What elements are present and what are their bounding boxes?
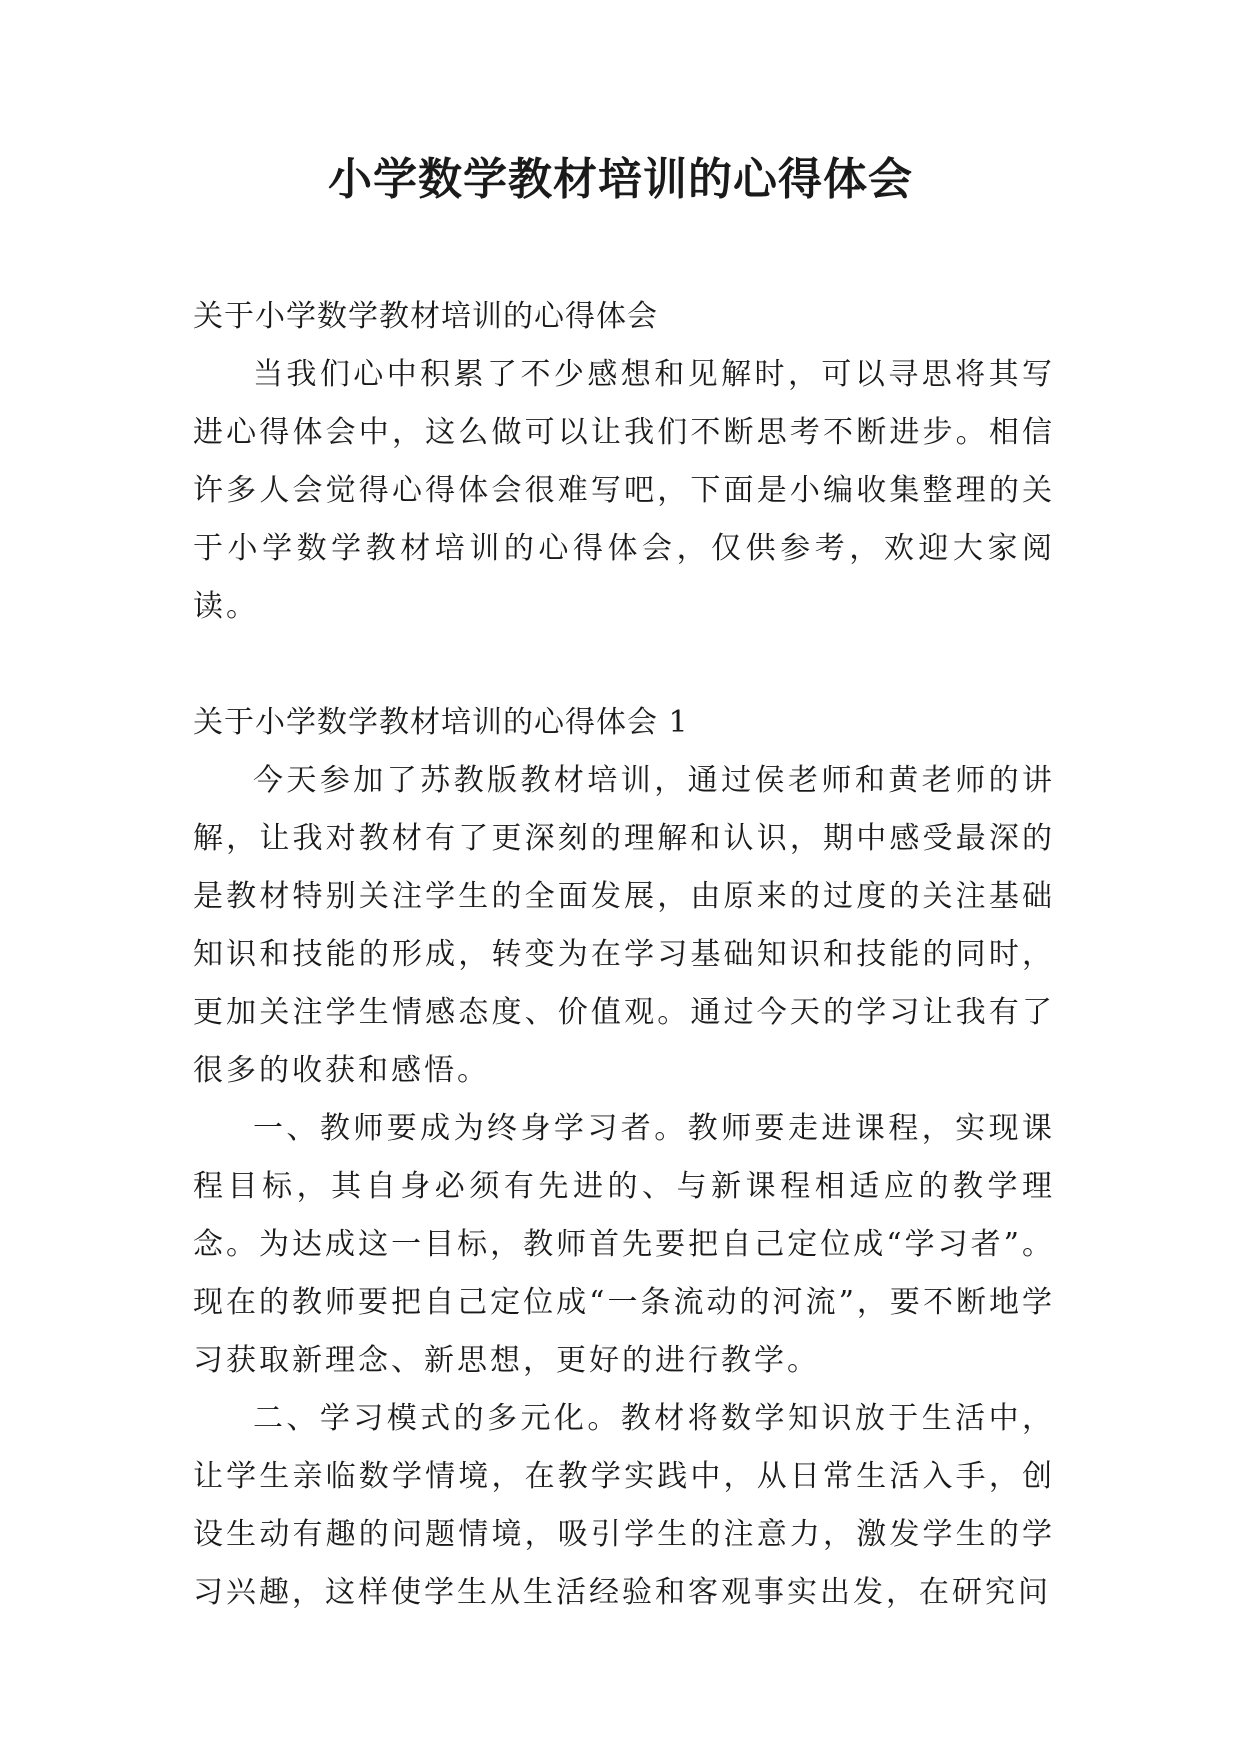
document-body <box>193 288 1055 1622</box>
body-paragraph: 二、学习模式的多元化。教材将数学知识放于生活中，让学生亲临数学情境，在教学实践中，从日常生活入手，创设生动有趣的问题情境，吸引学生的注意力，激发学生的学习兴趣，这样使学生从生活经验和客观事实出发，在研究问 <box>193 1401 1055 1610</box>
intro-heading: 关于小学数学教材培训的心得体会 <box>193 299 658 334</box>
paragraph-spacer <box>193 636 1055 694</box>
section-heading: 关于小学数学教材培训的心得体会 1 <box>193 705 689 740</box>
body-paragraph: 一、教师要成为终身学习者。教师要走进课程，实现课程目标，其自身必须有先进的、与新课程相适应的教学理念。为达成这一目标，教师首先要把自己定位成“学习者”。现在的教师要把自己定位成“一条流动的河流”，要不断地学习获取新理念、新思想，更好的进行教学。 <box>193 1111 1055 1378</box>
intro-paragraph: 当我们心中积累了不少感想和见解时，可以寻思将其写进心得体会中，这么做可以让我们不断思考不断进步。相信许多人会觉得心得体会很难写吧，下面是小编收集整理的关于小学数学教材培训的心得体会，仅供参考，欢迎大家阅读。 <box>193 357 1055 624</box>
body-paragraph: 今天参加了苏教版教材培训，通过侯老师和黄老师的讲解，让我对教材有了更深刻的理解和认识，期中感受最深的是教材特别关注学生的全面发展，由原来的过度的关注基础知识和技能的形成，转变为在学习基础知识和技能的同时，更加关注学生情感态度、价值观。通过今天的学习让我有了很多的收获和感悟。 <box>193 763 1055 1088</box>
document-title: 小学数学教材培训的心得体会 <box>328 154 913 205</box>
